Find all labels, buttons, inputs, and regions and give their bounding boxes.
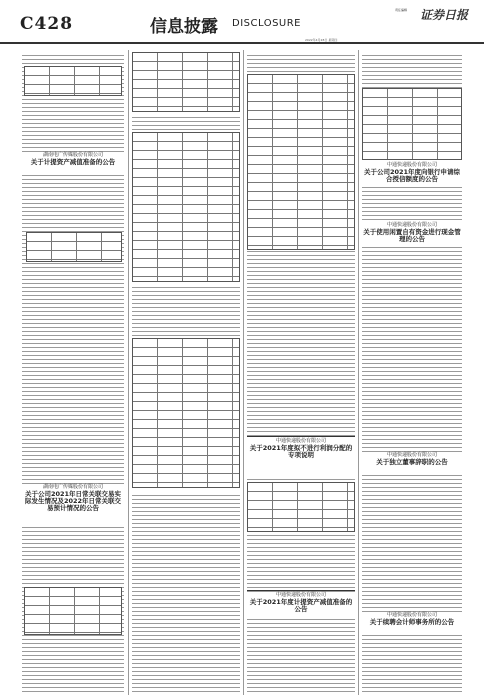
company-name: 湖南电广传媒股份有限公司 — [42, 484, 103, 490]
column-2 — [132, 52, 240, 694]
data-table — [24, 66, 122, 96]
page-number: C428 — [20, 14, 74, 34]
column-divider — [128, 50, 129, 695]
company-name: 中通快递股份有限公司 — [386, 162, 437, 168]
company-name: 湖南电广传媒股份有限公司 — [42, 152, 103, 158]
body-text — [132, 114, 240, 130]
column-1 — [22, 52, 124, 694]
column-divider — [358, 50, 359, 695]
company-name: 中通快递股份有限公司 — [275, 438, 326, 444]
announcement-title: 关于使用闲置自有资金进行现金管理的公告 — [363, 228, 461, 243]
announcement-heading — [362, 162, 462, 184]
announcement-title: 关于计提资产减值准备的公告 — [30, 158, 116, 166]
announcement-heading — [362, 612, 462, 634]
section-title: 信息披露 — [150, 17, 218, 37]
company-name: 中通快递股份有限公司 — [386, 612, 437, 618]
data-table — [24, 587, 122, 635]
data-table — [362, 88, 462, 160]
masthead — [0, 0, 484, 44]
announcement-heading — [247, 592, 355, 616]
announcement-heading — [22, 152, 124, 174]
column-4 — [362, 52, 462, 694]
company-name: 中通快递股份有限公司 — [386, 452, 437, 458]
announcement-heading — [362, 222, 462, 244]
announcement-heading — [247, 438, 355, 478]
editor-label: 责任编辑 — [395, 8, 408, 12]
announcement-heading — [362, 452, 462, 474]
data-table — [26, 232, 122, 262]
announcement-title: 关于续聘会计师事务所的公告 — [369, 618, 455, 626]
announcement-title: 关于独立董事辞职的公告 — [376, 458, 448, 466]
data-table — [132, 132, 240, 282]
announcement-title: 关于公司2021年日常关联交易实际发生情况及2022年日常关联交易预计情况的公告 — [24, 490, 122, 512]
section-rule — [247, 590, 355, 591]
section-rule — [247, 436, 355, 437]
newspaper-logo: 证券日报 — [420, 8, 469, 22]
announcement-title: 关于2021年度拟不进行利润分配的专项说明 — [249, 444, 353, 459]
column-3 — [247, 52, 355, 694]
company-name: 中通快递股份有限公司 — [275, 592, 326, 598]
announcement-title: 关于2021年度计提资产减值准备的公告 — [249, 598, 353, 613]
announcement-title: 关于公司2021年度向银行申请综合授信额度的公告 — [363, 168, 461, 183]
date-line: 2022年4月28日 星期四 — [305, 38, 338, 42]
column-divider — [243, 50, 244, 695]
body-text — [132, 492, 240, 694]
company-name: 中通快递股份有限公司 — [386, 222, 437, 228]
body-text — [132, 284, 240, 336]
announcement-heading — [22, 484, 124, 524]
data-table — [247, 74, 355, 250]
data-table — [247, 482, 355, 532]
data-table — [132, 52, 240, 112]
section-title-en: DISCLOSURE — [232, 18, 301, 29]
data-table — [132, 338, 240, 488]
